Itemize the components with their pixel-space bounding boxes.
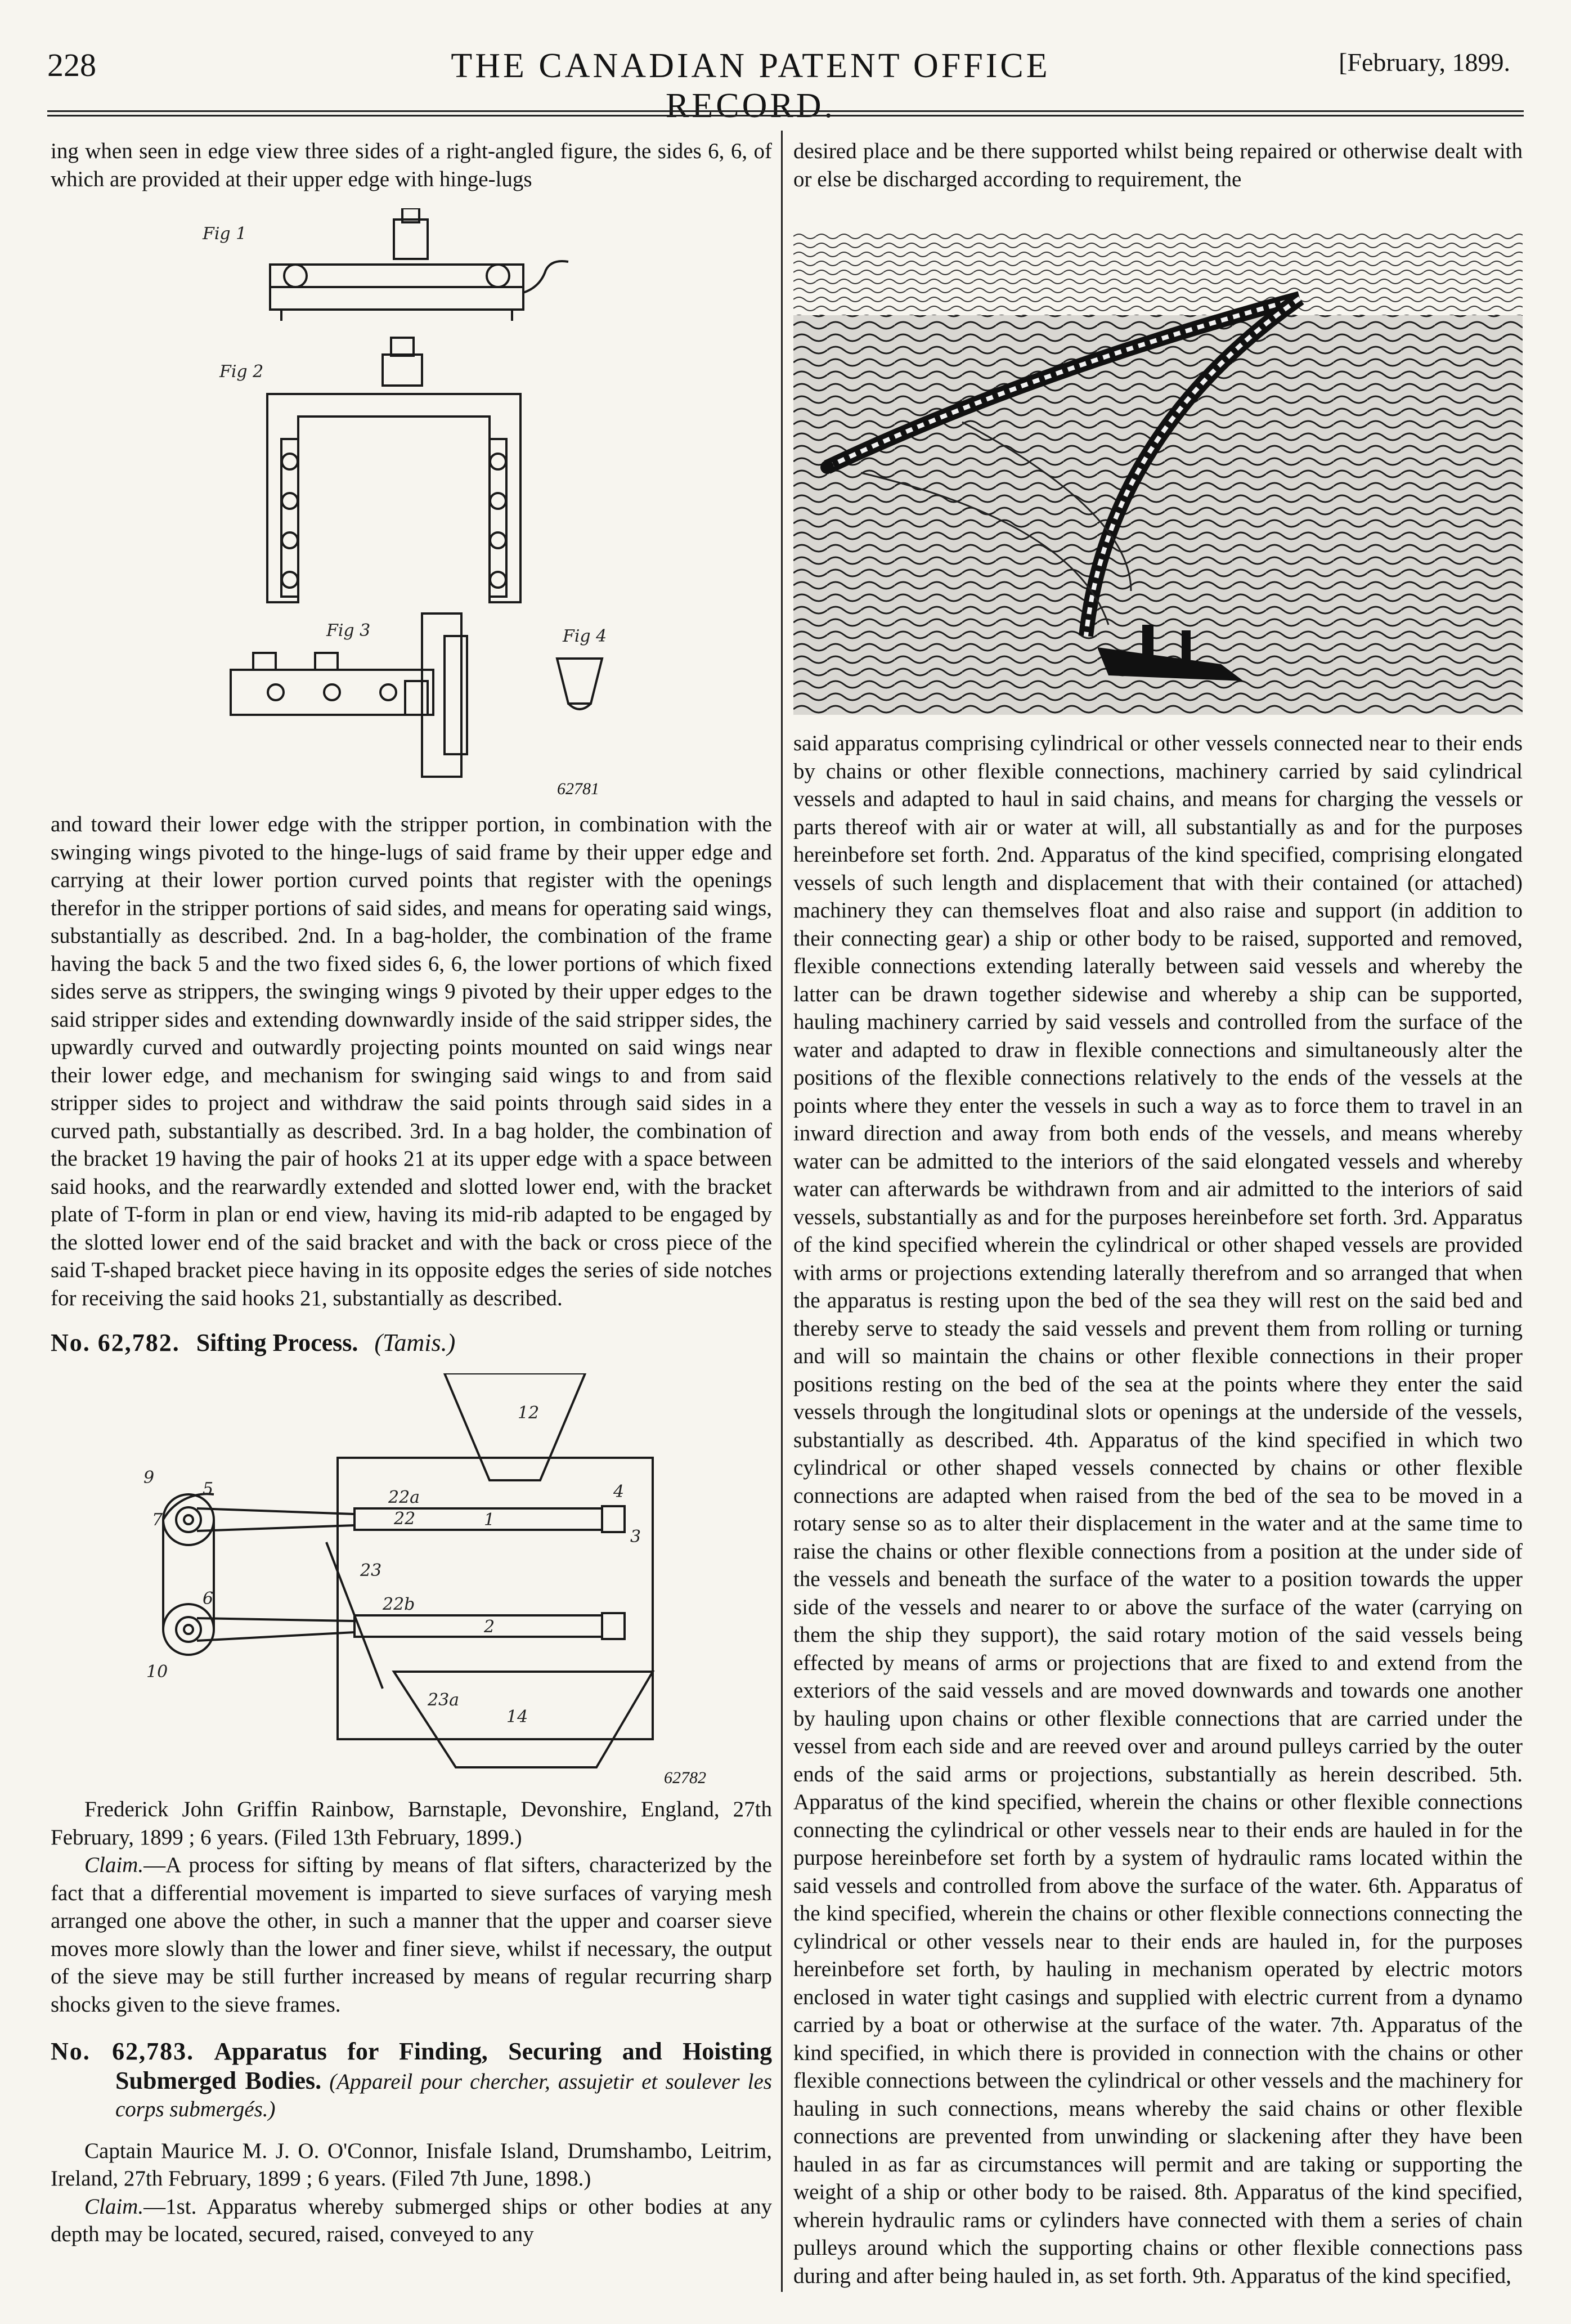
claim-text: —1st. Apparatus whereby submerged ships or other bodies at any depth may be located, secured, raised, conveyed to any (51, 2194, 772, 2246)
sift-label-22: 22 (394, 1509, 416, 1529)
journal-title: THE CANADIAN PATENT OFFICE RECORD. (451, 47, 1051, 125)
sift-label-22b: 22b (383, 1595, 415, 1614)
sift-label-23: 23 (360, 1561, 382, 1580)
header-rule (47, 110, 1524, 112)
bag-holder-figure (186, 208, 658, 794)
sift-label-10: 10 (146, 1662, 168, 1682)
patent-number: No. 62,783. (51, 2038, 195, 2065)
sift-label-6: 6 (203, 1589, 214, 1609)
patent-62783-inventor: Captain Maurice M. J. O. O'Connor, Inisfale Island, Drumshambo, Leitrim, Ireland, 27th February, 1899 ; 6 years. (Filed 7th June, 1898.) (51, 2138, 772, 2191)
sift-label-1: 1 (484, 1510, 495, 1530)
sift-label-14: 14 (506, 1707, 528, 1727)
page-header (47, 46, 1510, 125)
patent-title: Apparatus for Finding, Securing and Hoisting Submerged Bodies. (115, 2038, 773, 2094)
patent-number: No. 62,782. (51, 1329, 180, 1356)
fig4-label: Fig 4 (563, 626, 607, 646)
salvage-illustration (793, 231, 1523, 715)
sift-label-3: 3 (630, 1527, 641, 1547)
fig2-label: Fig 2 (219, 362, 264, 382)
header-rule-2 (47, 115, 1524, 117)
patent-french-title: (Appareil pour chercher, assujetir et soulever les corps submergés.) (115, 2069, 772, 2121)
patent-french-title: (Tamis.) (374, 1329, 456, 1356)
patent-62783-heading (51, 2038, 772, 2124)
column-divider (781, 131, 783, 2292)
sift-label-9: 9 (143, 1468, 155, 1488)
salvage-claims: said apparatus comprising cylindrical or other vessels connected near to their ends by chains or other flexible connections, machinery carried by said cylindrical vessels and adapted to haul in said chains, and means for charging the vessels or parts thereof with air or water at will, all substantially as and for the purposes hereinbefore set forth. 2nd. Apparatus of the kind specified, comprising elongated vessels of such length and displacement that with their contained (or attached) machinery they can themselves float and also raise and support (in addition to their connecting gear) a ship or other body to be raised, supported and removed, flexible connections extending laterally between said vessels and whereby the latter can be drawn together sidewise and whereby a ship can be supported, hauling machinery carried by said vessels and controlled from the surface of the water and adapted to draw in flexible connections and simultaneously alter the positions of the flexible connections relatively to the ends of the vessels at the points where they enter the vessels in such a way as to force them to travel in an inward direction and away from both ends of the vessels, and means whereby water can be admitted to the interiors of the said elongated vessels and whereby water can afterwards be withdrawn from and air admitted to the interiors of said vessels, substantially as and for the purposes hereinbefore set forth. 3rd. Apparatus of the kind specified wherein the cylindrical or other shaped vessels are provided with arms or projections extending laterally therefrom and so arranged that when the apparatus is resting upon the bed of the sea they will rest on the said bed and thereby serve to steady the said vessels and prevent them from rolling or turning and will so maintain the chains or other flexible connections in their proper positions resting on the bed of the sea at the points where they enter the said vessels through the longitudinal slots or openings at the underside of the vessels, substantially as described. 4th. Apparatus of the kind specified in which two cylindrical or other shaped vessels connected by chains or other flexible connections are adapted when raised from the bed of the sea to be moved in a rotary sense so as to alter their displacement in the water and at the same time to raise the chains or other flexible connections from a position at the under side of the vessels and beneath the surface of the water to a position towards the upper side of the vessels and nearer to or above the surface of the water (carrying on them the ship they support), the said rotary motion of the said vessels being effected by means of arms or projections that are fixed to and extend from the exteriors of the said vessels and are moved downwards and towards one another by hauling upon chains or other flexible connections that are carried under the vessel from each side and are reeved over and around pulleys carried by the outer ends of the said arms or projections, substantially as herein described. 5th. Apparatus of the kind specified, wherein the chains or other flexible connections connecting the cylindrical or other vessels near to their ends are hauled in for the purpose hereinbefore set forth by a system of hydraulic rams located within the said vessels and controlled from above the surface of the water. 6th. Apparatus of the kind specified, wherein the chains or other flexible connections connecting the cylindrical or other vessels near to their ends are hauled in, for the purposes hereinbefore set forth, by hauling in mechanism operated by electric motors enclosed in water tight casings and supplied with electric current from a dynamo carried by a boat or otherwise at the surface of the water. 7th. Apparatus of the kind specified, in which there is provided in connection with the chains or other flexible connections between the cylindrical or other vessels and the machinery for hauling in such connections, means whereby the said chains or other flexible connections are prevented from unwinding or slackening after they have been hauled in as far as circumstances will permit and are taking or supporting the weight of a ship or other body to be raised. 8th. Apparatus of the kind specified, wherein hydraulic rams or cylinders have connected with them a series of chain pulleys around which the supporting chains or other flexible connections pass during and after being hauled in, as set forth. 9th. Apparatus of the kind specified, (793, 731, 1523, 2288)
sifting-drawing (113, 1373, 731, 1779)
right-top-text-block (793, 137, 1523, 193)
patent-62783-block (51, 2038, 772, 2249)
sift-label-2: 2 (484, 1617, 495, 1637)
sift-label-22a: 22a (388, 1488, 420, 1507)
left-top-text-block (51, 137, 772, 193)
patent-62782-inventor: Frederick John Griffin Rainbow, Barnstaple, Devonshire, England, 27th February, 1899 ; 6 years. (Filed 13th February, 1899.) (51, 1797, 772, 1850)
patent-62782-heading (51, 1328, 772, 1357)
left-top-text: ing when seen in edge view three sides of a right-angled figure, the sides 6, 6, of which are provided at their upper edge with hinge-lugs (51, 139, 772, 191)
sifting-figure (113, 1373, 731, 1779)
right-claim-block (793, 729, 1523, 2290)
fig1-label: Fig 1 (203, 224, 247, 244)
sift-label-5: 5 (203, 1479, 214, 1499)
bag-holder-drawing (186, 208, 658, 794)
bag-holder-claims: and toward their lower edge with the stripper portion, in combination with the swinging wings pivoted to the hinge-lugs of said frame by their upper edge and carrying at their lower portion curved points that register with the openings therefor in the stripper portions of said sides, and means for operating said wings, substantially as described. 2nd. In a bag-holder, the combination of the frame having the back 5 and the two fixed sides 6, 6, the lower portions of which fixed sides serve as strippers, the swinging wings 9 pivoted by their upper edges to the said stripper sides and extending downwardly inside of the said stripper sides, the upwardly curved and outwardly projecting points mounted on said wings near their lower edge, and mechanism for swinging said wings to and from said stripper sides to project and withdraw the said points through said sides in a curved path, substantially as described. 3rd. In a bag holder, the combination of the bracket 19 having the pair of hooks 21 at its upper edge with a space between said hooks, and the rearwardly extended and slotted lower end, with the bracket plate of T-form in plan or end view, having its mid-rib adapted to be engaged by the slotted lower end of the said bracket and with the back or cross piece of the said T-shaped bracket piece having in its opposite edges the series of side notches for receiving the said hooks 21, substantially as described. (51, 812, 772, 1310)
claim-label: Claim. (84, 2194, 144, 2219)
fig-caption-62782: 62782 (664, 1768, 706, 1787)
page-number: 228 (47, 47, 96, 83)
sift-label-12: 12 (518, 1403, 540, 1423)
fig-caption-62781: 62781 (557, 780, 599, 798)
right-top-text: desired place and be there supported whilst being repaired or otherwise dealt with or else be discharged according to requirement, the (793, 139, 1523, 191)
issue-date: [February, 1899. (1339, 48, 1510, 77)
claim-label: Claim. (84, 1853, 144, 1877)
sift-label-23a: 23a (428, 1690, 460, 1710)
sift-label-4: 4 (613, 1482, 625, 1502)
patent-62782-text (51, 1795, 772, 2018)
claim-text: —A process for sifting by means of flat sifters, characterized by the fact that a differential movement is imparted to sieve surfaces of varying mesh arranged one above the other, in such a manner that the upper and coarser sieve moves more slowly than the lower and finer sieve, whilst if necessary, the output of the sieve may be still further increased by means of regular recurring sharp shocks given to the sieve frames. (51, 1853, 772, 2017)
patent-title: Sifting Process. (196, 1329, 358, 1356)
fig3-label: Fig 3 (326, 621, 371, 641)
patent-62782-claim (51, 1851, 772, 2018)
patent-62783-claim (51, 2193, 772, 2249)
sift-label-7: 7 (152, 1510, 163, 1530)
left-claim-block (51, 811, 772, 1312)
salvage-drawing (793, 231, 1523, 715)
